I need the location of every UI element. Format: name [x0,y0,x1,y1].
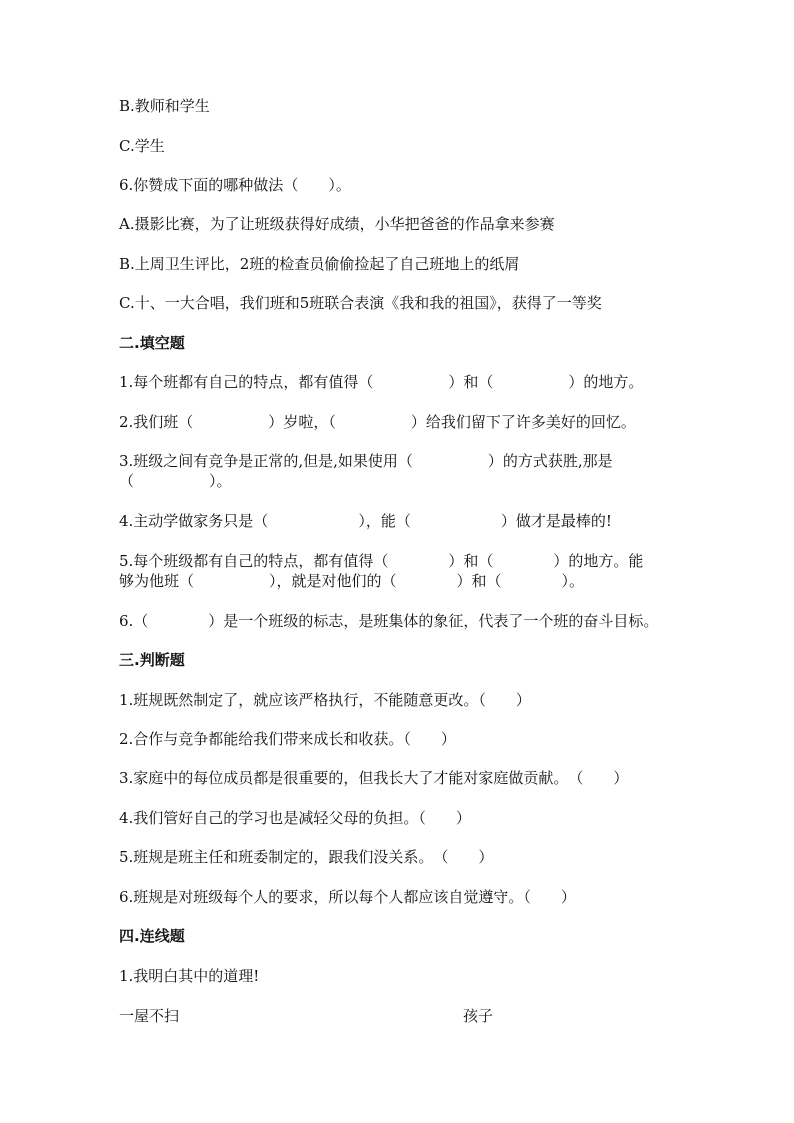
judge-question-1: 1.班规既然制定了，就应该严格执行，不能随意更改。（ ） [119,691,531,709]
match-question-1: 1.我明白其中的道理! [119,967,260,985]
judge-question-6: 6.班规是对班级每个人的要求，所以每个人都应该自觉遵守。（ ） [119,888,576,906]
judge-question-3: 3.家庭中的每位成员都是很重要的，但我长大了才能对家庭做贡献。 （ ） [119,769,629,787]
fill-question-2: 2.我们班（ ）岁啦，（ ）给我们留下了许多美好的回忆。 [119,413,636,431]
choice-q6-option-c: C.十、一大合唱，我们班和5班联合表演《我和我的祖国》，获得了一等奖 [119,294,602,312]
fill-question-5: 5.每个班级都有自己的特点，都有值得（ ）和（ ）的地方。能 [119,552,644,570]
fill-question-6: 6.（ ）是一个班级的标志，是班集体的象征，代表了一个班的奋斗目标。 [119,612,659,630]
choice-q6-option-a: A.摄影比赛，为了让班级获得好成绩，小华把爸爸的作品拿来参赛 [119,215,555,233]
choice-option-b: B.教师和学生 [119,97,210,115]
match-section-heading: 四.连线题 [119,927,185,945]
fill-question-1: 1.每个班都有自己的特点，都有值得（ ）和（ ）的地方。 [119,373,644,391]
choice-q6-option-b: B.上周卫生评比，2班的检查员偷偷捡起了自己班地上的纸屑 [119,255,520,273]
fill-section-heading: 二.填空题 [119,334,185,352]
fill-question-4: 4.主动学做家务只是（ ），能（ ）做才是最棒的! [119,512,612,530]
match-left-item: 一屋不扫 [119,1007,180,1025]
judge-question-2: 2.合作与竞争都能给我们带来成长和收获。（ ） [119,730,456,748]
judge-question-5: 5.班规是班主任和班委制定的，跟我们没关系。 （ ） [119,848,494,866]
choice-question-6: 6.你赞成下面的哪种做法（ ）。 [119,176,351,194]
fill-question-3-cont: （ ）。 [119,472,232,490]
match-right-item: 孩子 [463,1007,494,1025]
judge-question-4: 4.我们管好自己的学习也是减轻父母的负担。（ ） [119,809,471,827]
fill-question-3: 3.班级之间有竞争是正常的,但是,如果使用（ ）的方式获胜,那是 [119,452,613,470]
choice-option-c: C.学生 [119,137,165,155]
fill-question-5-cont: 够为他班（ ），就是对他们的（ ）和（ ）。 [119,572,585,590]
judge-section-heading: 三.判断题 [119,651,185,669]
